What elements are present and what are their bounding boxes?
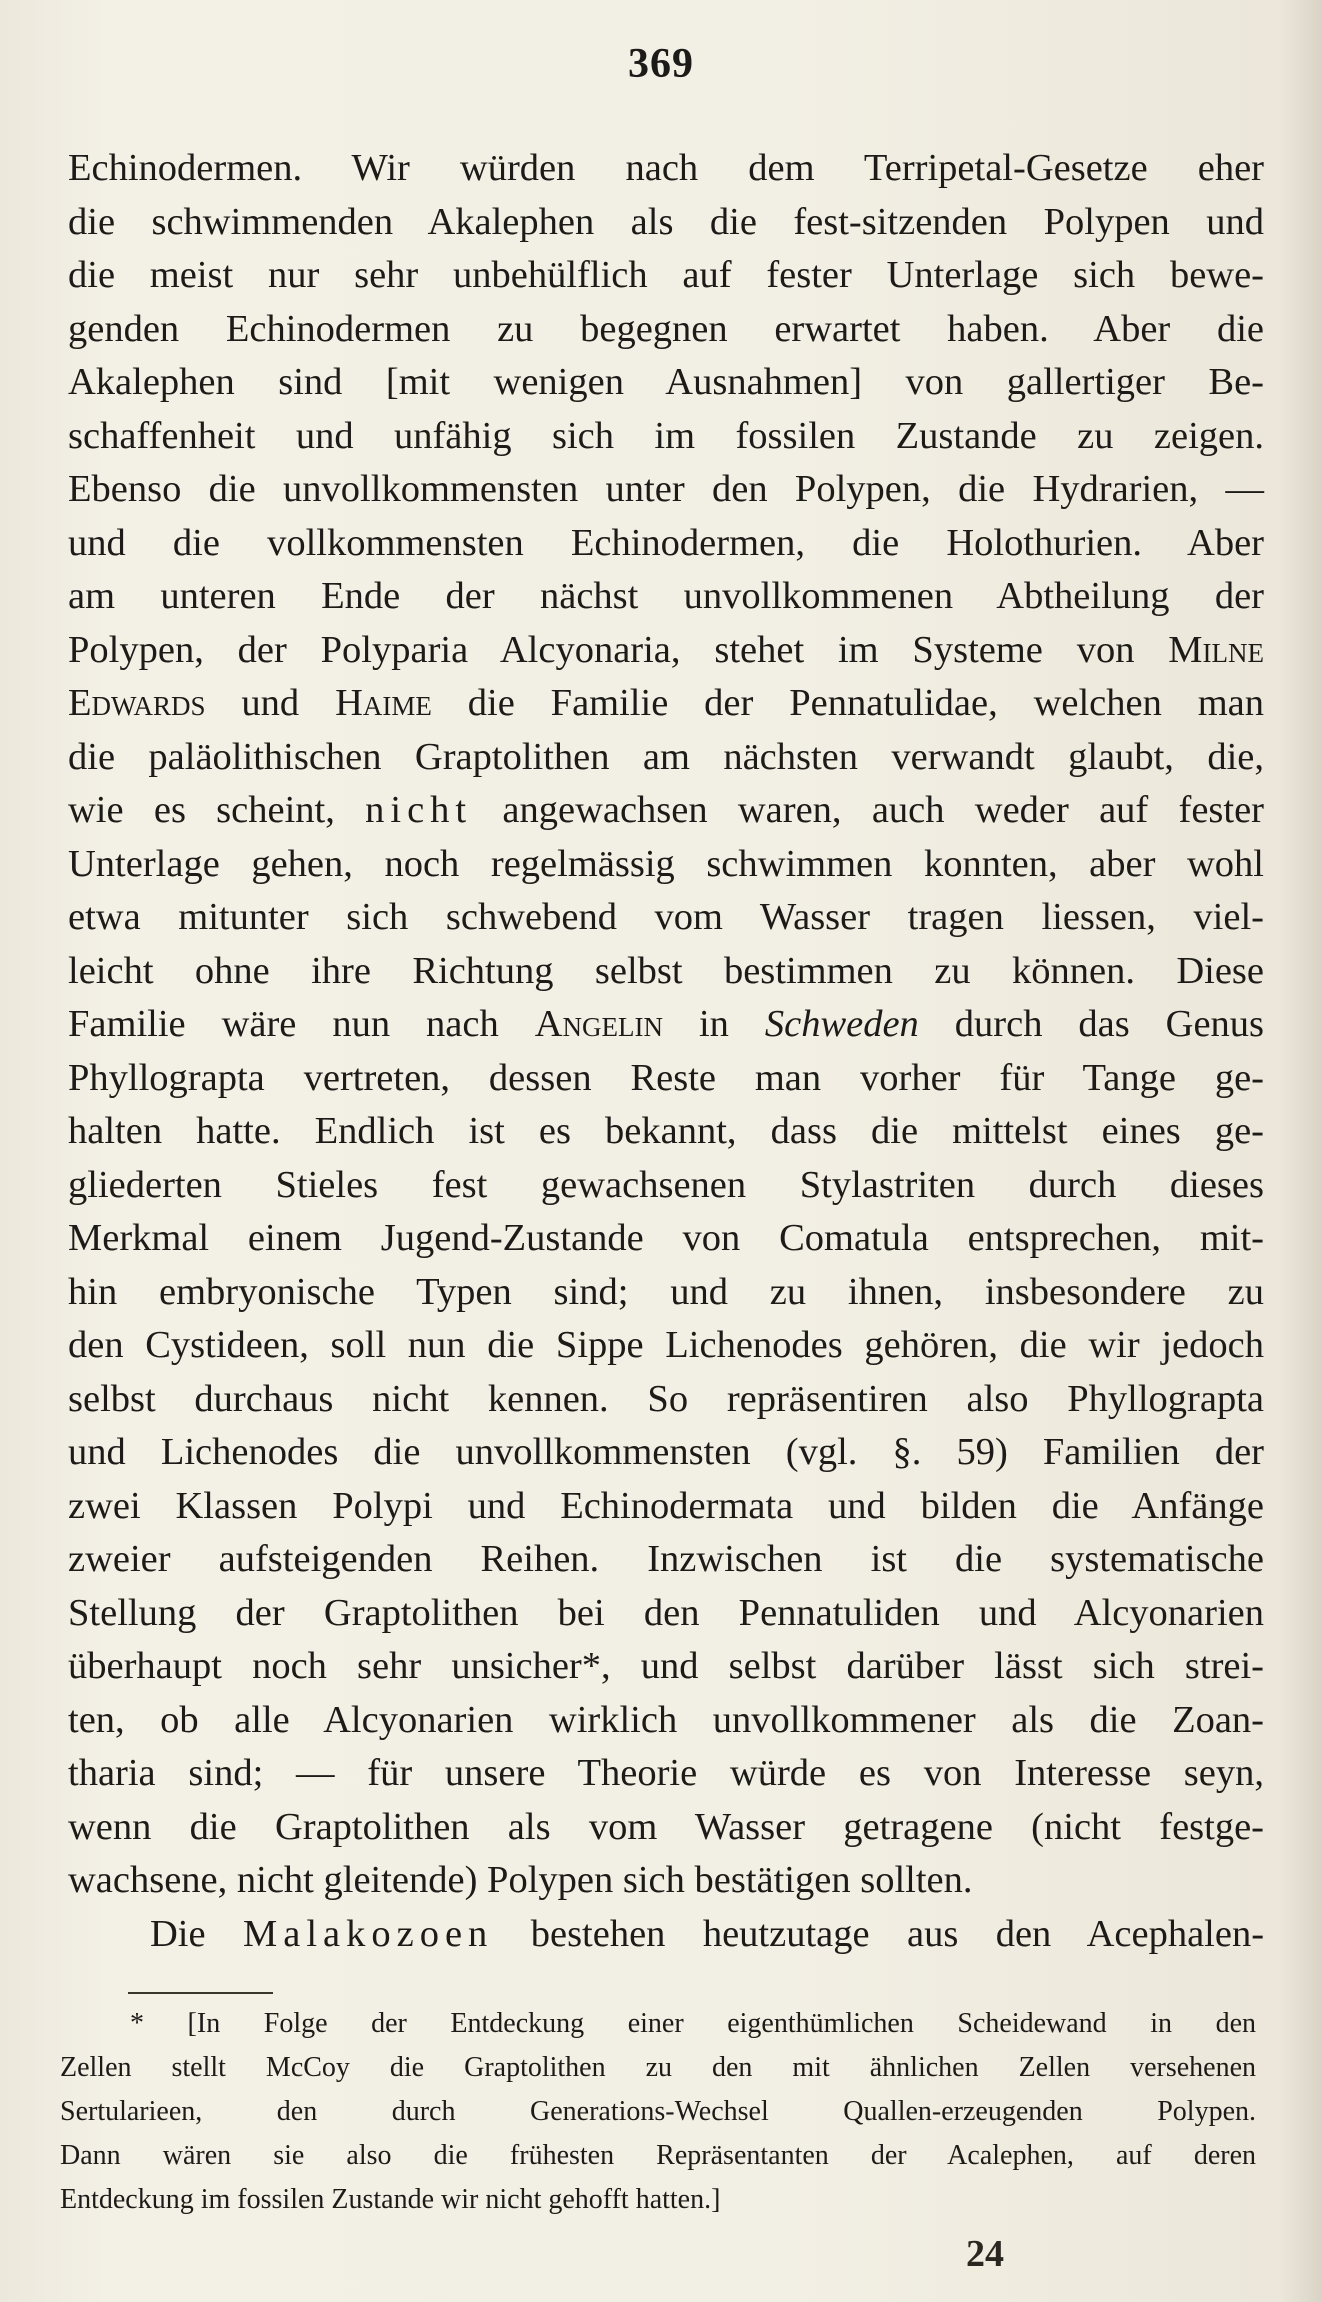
- text-line: tharia sind; — für unsere Theorie würde es von Interesse seyn,: [68, 1752, 1264, 1794]
- text-line: und Lichenodes die unvollkommensten (vgl. §. 59) Familien der: [68, 1431, 1264, 1473]
- text-line: zwei Klassen Polypi und Echinodermata und bilden die Anfänge: [68, 1484, 1264, 1527]
- page-edge-shadow: [1280, 0, 1322, 2302]
- signature-mark: 24: [966, 2233, 1004, 2275]
- text-segment: die Familie der Pennatulidae, welchen man: [467, 682, 1265, 724]
- author-name-edwards: Edwards: [68, 682, 206, 724]
- text-line: [68, 624, 1264, 678]
- text-line: [68, 784, 1264, 838]
- text-segment: Familie wäre nun nach: [68, 1003, 499, 1045]
- main-text: [68, 142, 1264, 1961]
- text-line: überhaupt noch sehr unsicher*, und selbst darüber lässt sich strei-: [68, 1645, 1264, 1687]
- page-number: 369: [628, 41, 694, 87]
- text-line: schaffenheit und unfähig sich im fossilen Zustande zu zeigen.: [68, 414, 1264, 457]
- text-line: genden Echinodermen zu begegnen erwartet haben. Aber die: [68, 307, 1264, 350]
- footnote: [60, 2002, 1256, 2222]
- text-line: Unterlage gehen, noch regelmässig schwimmen konnten, aber wohl: [68, 842, 1264, 885]
- footnote-line: Dann wären sie also die frühesten Repräsentanten der Acalephen, auf deren: [60, 2140, 1256, 2171]
- text-line: etwa mitunter sich schwebend vom Wasser tragen liessen, viel-: [68, 896, 1264, 938]
- footnote-line: Entdeckung im fossilen Zustande wir nicht gehofft hatten.]: [60, 2184, 721, 2215]
- text-line: [68, 677, 1264, 731]
- text-segment: durch das Genus: [954, 1003, 1265, 1045]
- text-line: [68, 1908, 1264, 1962]
- text-line: Stellung der Graptolithen bei den Pennatuliden und Alcyonarien: [68, 1591, 1264, 1634]
- text-line: halten hatte. Endlich ist es bekannt, dass die mittelst eines ge-: [68, 1110, 1264, 1152]
- text-line: wachsene, nicht gleitende) Polypen sich bestätigen sollten.: [68, 1859, 973, 1901]
- text-line: hin embryonische Typen sind; und zu ihnen, insbesondere zu: [68, 1270, 1264, 1313]
- text-line: wenn die Graptolithen als vom Wasser getragene (nicht festge-: [68, 1805, 1264, 1848]
- footnote-line: Sertularieen, den durch Generations-Wechsel Quallen-erzeugenden Polypen.: [60, 2096, 1256, 2127]
- footnote-divider: [128, 1992, 273, 1994]
- author-name-milne: Milne: [1168, 628, 1264, 671]
- text-line: und die vollkommensten Echinodermen, die Holothurien. Aber: [68, 521, 1264, 564]
- text-line: zweier aufsteigenden Reihen. Inzwischen ist die systematische: [68, 1538, 1264, 1580]
- text-line: [68, 998, 1264, 1052]
- text-line: am unteren Ende der nächst unvollkommenen Abtheilung der: [68, 575, 1264, 617]
- text-segment: angewachsen waren, auch weder auf fester: [502, 789, 1264, 831]
- text-segment: bestehen heutzutage aus den Acephalen-: [530, 1912, 1265, 1955]
- text-line: ten, ob alle Alcyonarien wirklich unvollkommener als die Zoan-: [68, 1698, 1264, 1741]
- author-name-haime: Haime: [335, 682, 432, 724]
- text-line: den Cystideen, soll nun die Sippe Lichenodes gehören, die wir jedoch: [68, 1324, 1264, 1366]
- text-line: selbst durchaus nicht kennen. So repräsentiren also Phyllograpta: [68, 1377, 1264, 1420]
- emphasis-spaced: nicht: [365, 789, 473, 831]
- text-line: die paläolithischen Graptolithen am nächsten verwandt glaubt, die,: [68, 735, 1264, 778]
- text-segment: Die: [150, 1912, 206, 1955]
- text-line: Akalephen sind [mit wenigen Ausnahmen] von gallertiger Be-: [68, 361, 1264, 403]
- text-segment: Polypen, der Polyparia Alcyonaria, stehet im Systeme von: [68, 628, 1135, 671]
- text-segment: in: [698, 1003, 729, 1045]
- text-line: Merkmal einem Jugend-Zustande von Comatula entsprechen, mit-: [68, 1217, 1264, 1259]
- text-line: Ebenso die unvollkommensten unter den Polypen, die Hydrarien, —: [68, 468, 1264, 510]
- text-segment: und: [241, 682, 300, 724]
- author-name-angelin: Angelin: [534, 1003, 663, 1045]
- text-line: leicht ohne ihre Richtung selbst bestimmen zu können. Diese: [68, 949, 1264, 992]
- text-line: die meist nur sehr unbehülflich auf fester Unterlage sich bewe-: [68, 254, 1264, 296]
- text-line: gliederten Stieles fest gewachsenen Stylastriten durch dieses: [68, 1163, 1264, 1206]
- place-name-italic: Schweden: [764, 1003, 919, 1045]
- text-line: Phyllograpta vertreten, dessen Reste man vorher für Tange ge-: [68, 1056, 1264, 1099]
- footnote-line: Zellen stellt McCoy die Graptolithen zu den mit ähnlichen Zellen versehenen: [60, 2052, 1256, 2083]
- text-line: Echinodermen. Wir würden nach dem Terripetal-Gesetze eher: [68, 147, 1264, 189]
- text-line: die schwimmenden Akalephen als die fest-sitzenden Polypen und: [68, 200, 1264, 243]
- emphasis-spaced: Malakozoen: [243, 1912, 494, 1955]
- text-segment: wie es scheint,: [68, 789, 335, 831]
- footnote-line: * [In Folge der Entdeckung einer eigenthümlichen Scheidewand in den: [130, 2008, 1256, 2039]
